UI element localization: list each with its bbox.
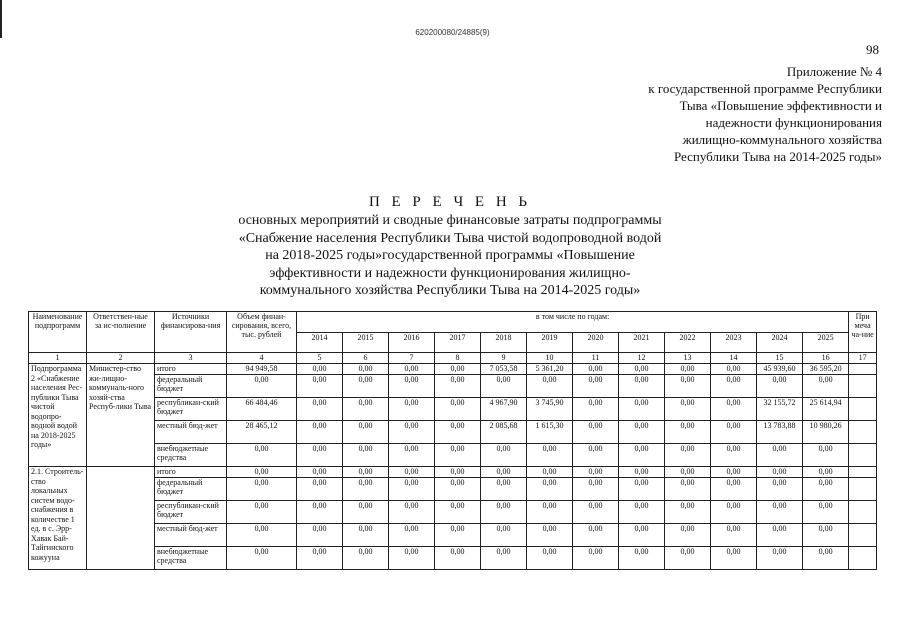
- year-value: 0,00: [803, 501, 849, 524]
- header-year: 2023: [711, 332, 757, 353]
- funding-source: местный бюд-жет: [155, 421, 227, 444]
- table-row: [29, 478, 877, 501]
- column-number: 6: [343, 353, 389, 364]
- year-value: 0,00: [389, 364, 435, 375]
- year-value: 0,00: [435, 547, 481, 570]
- header-year: 2021: [619, 332, 665, 353]
- table-row: [29, 501, 877, 524]
- header-volume: Объем финан-сирования, всего, тыс. рублей: [227, 312, 297, 353]
- header-year: 2022: [665, 332, 711, 353]
- year-value: 0,00: [435, 478, 481, 501]
- year-value: 0,00: [711, 375, 757, 398]
- year-value: 0,00: [573, 501, 619, 524]
- year-value: 0,00: [527, 501, 573, 524]
- year-value: 0,00: [803, 478, 849, 501]
- header-responsible: Ответствен-ные за ис-полнение: [87, 312, 155, 353]
- year-value: 0,00: [343, 547, 389, 570]
- year-value: 0,00: [343, 398, 389, 421]
- year-value: 1 615,30: [527, 421, 573, 444]
- year-value: 0,00: [619, 524, 665, 547]
- year-value: 7 053,58: [481, 364, 527, 375]
- year-value: 0,00: [481, 467, 527, 478]
- column-number: 9: [481, 353, 527, 364]
- year-value: 0,00: [665, 547, 711, 570]
- appendix-line: надежности функционирования: [705, 115, 882, 130]
- total-volume: 0,00: [227, 547, 297, 570]
- year-value: 0,00: [527, 444, 573, 467]
- column-number: 1: [29, 353, 87, 364]
- year-value: 0,00: [435, 398, 481, 421]
- year-value: 0,00: [665, 444, 711, 467]
- year-value: 0,00: [343, 467, 389, 478]
- year-value: 0,00: [803, 467, 849, 478]
- year-value: 0,00: [527, 478, 573, 501]
- year-value: 0,00: [803, 524, 849, 547]
- note-cell: [849, 467, 877, 478]
- header-year: 2016: [389, 332, 435, 353]
- year-value: 0,00: [711, 501, 757, 524]
- year-value: 0,00: [757, 444, 803, 467]
- note-cell: [849, 364, 877, 375]
- year-value: 0,00: [573, 547, 619, 570]
- year-value: 0,00: [435, 524, 481, 547]
- note-cell: [849, 375, 877, 398]
- header-name: Наименование подпрограмм: [29, 312, 87, 353]
- header-year: 2019: [527, 332, 573, 353]
- funding-source: итого: [155, 467, 227, 478]
- total-volume: 0,00: [227, 375, 297, 398]
- year-value: 45 939,60: [757, 364, 803, 375]
- year-value: 0,00: [343, 478, 389, 501]
- year-value: 5 361,20: [527, 364, 573, 375]
- year-value: 0,00: [527, 547, 573, 570]
- year-value: 0,00: [711, 547, 757, 570]
- year-value: 0,00: [435, 501, 481, 524]
- appendix-line: Приложение № 4: [786, 64, 882, 79]
- year-value: 0,00: [619, 444, 665, 467]
- year-value: 0,00: [573, 444, 619, 467]
- table-row: [29, 398, 877, 421]
- subprogram-name: 2.1. Строитель-ство локальных систем водо-снабжения в количестве 1 ед. в с. Эрр-Хавак Бай-Тайгинского кожууна: [29, 467, 87, 570]
- year-value: 0,00: [297, 421, 343, 444]
- subtitle-line: коммунального хозяйства Республики Тыва на 2014-2025 годы»: [259, 283, 641, 298]
- table-row: [29, 467, 877, 478]
- page-number: 98: [866, 42, 879, 57]
- year-value: 0,00: [711, 398, 757, 421]
- column-number: 7: [389, 353, 435, 364]
- note-cell: [849, 524, 877, 547]
- document-id: 620200080/24885(9): [415, 28, 490, 37]
- table-row: [29, 375, 877, 398]
- year-value: 0,00: [803, 375, 849, 398]
- year-value: 0,00: [757, 375, 803, 398]
- year-value: 0,00: [389, 421, 435, 444]
- header-year: 2024: [757, 332, 803, 353]
- funding-source: республикан-ский бюджет: [155, 501, 227, 524]
- year-value: 0,00: [665, 478, 711, 501]
- table-row: [29, 524, 877, 547]
- document-subtitle: [150, 212, 750, 300]
- year-value: 0,00: [343, 524, 389, 547]
- year-value: 0,00: [757, 478, 803, 501]
- year-value: 0,00: [527, 524, 573, 547]
- header-year: 2025: [803, 332, 849, 353]
- column-number: 14: [711, 353, 757, 364]
- header-year: 2015: [343, 332, 389, 353]
- year-value: 0,00: [665, 524, 711, 547]
- appendix-line: Тыва «Повышение эффективности и: [679, 98, 882, 113]
- year-value: 0,00: [665, 375, 711, 398]
- table-row: [29, 547, 877, 570]
- note-cell: [849, 478, 877, 501]
- title-block: [150, 192, 750, 300]
- year-value: 0,00: [297, 501, 343, 524]
- year-value: 0,00: [665, 501, 711, 524]
- year-value: 0,00: [573, 421, 619, 444]
- year-value: 0,00: [435, 364, 481, 375]
- year-value: 0,00: [619, 467, 665, 478]
- year-value: 0,00: [711, 421, 757, 444]
- year-value: 0,00: [297, 524, 343, 547]
- year-value: 0,00: [481, 444, 527, 467]
- column-number: 2: [87, 353, 155, 364]
- year-value: 0,00: [573, 467, 619, 478]
- document-title: П Е Р Е Ч Е Н Ь: [368, 194, 532, 210]
- year-value: 0,00: [711, 364, 757, 375]
- total-volume: 0,00: [227, 444, 297, 467]
- total-volume: 0,00: [227, 524, 297, 547]
- year-value: 3 745,90: [527, 398, 573, 421]
- responsible-executor: [87, 467, 155, 570]
- year-value: 0,00: [619, 398, 665, 421]
- year-value: 32 155,72: [757, 398, 803, 421]
- year-value: 0,00: [343, 501, 389, 524]
- subtitle-line: эффективности и надежности функционирования жилищно-: [269, 265, 631, 281]
- year-value: 0,00: [389, 501, 435, 524]
- year-value: 0,00: [665, 421, 711, 444]
- appendix-line: Республики Тыва на 2014-2025 годы»: [673, 149, 882, 164]
- year-value: 0,00: [573, 375, 619, 398]
- year-value: 0,00: [389, 547, 435, 570]
- year-value: 0,00: [297, 398, 343, 421]
- year-value: 0,00: [435, 421, 481, 444]
- year-value: 0,00: [389, 524, 435, 547]
- header-year: 2018: [481, 332, 527, 353]
- financing-table: [28, 311, 877, 570]
- year-value: 0,00: [343, 444, 389, 467]
- year-value: 0,00: [711, 524, 757, 547]
- year-value: 0,00: [435, 444, 481, 467]
- year-value: 2 085,68: [481, 421, 527, 444]
- appendix-line: жилищно-коммунального хозяйства: [682, 132, 882, 147]
- year-value: 0,00: [757, 467, 803, 478]
- year-value: 10 980,26: [803, 421, 849, 444]
- note-cell: [849, 421, 877, 444]
- year-value: 0,00: [297, 375, 343, 398]
- year-value: 0,00: [343, 375, 389, 398]
- year-value: 13 783,88: [757, 421, 803, 444]
- funding-source: внебюджетные средства: [155, 547, 227, 570]
- note-cell: [849, 444, 877, 467]
- year-value: 0,00: [481, 478, 527, 501]
- year-value: 0,00: [389, 444, 435, 467]
- year-value: 0,00: [619, 364, 665, 375]
- year-value: 0,00: [573, 398, 619, 421]
- subtitle-line: «Снабжение населения Республики Тыва чистой водопроводной водой: [238, 230, 662, 246]
- funding-source: федеральный бюджет: [155, 375, 227, 398]
- column-number: 8: [435, 353, 481, 364]
- total-volume: 28 465,12: [227, 421, 297, 444]
- year-value: 0,00: [343, 364, 389, 375]
- year-value: 0,00: [757, 501, 803, 524]
- year-value: 0,00: [435, 467, 481, 478]
- year-value: 0,00: [711, 467, 757, 478]
- subtitle-line: на 2018-2025 годы»государственной программы «Повышение: [265, 248, 635, 263]
- year-value: 0,00: [573, 524, 619, 547]
- year-value: 0,00: [297, 478, 343, 501]
- year-value: 0,00: [389, 398, 435, 421]
- year-value: 0,00: [757, 547, 803, 570]
- year-value: 0,00: [343, 421, 389, 444]
- year-value: 0,00: [573, 364, 619, 375]
- year-value: 0,00: [619, 547, 665, 570]
- year-value: 0,00: [665, 364, 711, 375]
- note-cell: [849, 501, 877, 524]
- header-year: 2014: [297, 332, 343, 353]
- year-value: 25 614,94: [803, 398, 849, 421]
- year-value: 0,00: [711, 444, 757, 467]
- header-sources: Источники финансирова-ния: [155, 312, 227, 353]
- column-number: 12: [619, 353, 665, 364]
- column-number: 16: [803, 353, 849, 364]
- total-volume: 0,00: [227, 478, 297, 501]
- year-value: 0,00: [389, 478, 435, 501]
- year-value: 0,00: [481, 547, 527, 570]
- table-row: [29, 364, 877, 375]
- table-row: [29, 421, 877, 444]
- total-volume: 0,00: [227, 467, 297, 478]
- year-value: 0,00: [481, 501, 527, 524]
- responsible-executor: Министер-ство жи-лищно-коммуналь-ного хозяй-ства Респуб-лики Тыва: [87, 364, 155, 467]
- year-value: 0,00: [803, 444, 849, 467]
- total-volume: 0,00: [227, 501, 297, 524]
- column-number: 17: [849, 353, 877, 364]
- funding-source: федеральный бюджет: [155, 478, 227, 501]
- total-volume: 66 484,46: [227, 398, 297, 421]
- year-value: 0,00: [619, 375, 665, 398]
- column-number: 10: [527, 353, 573, 364]
- year-value: 36 595,20: [803, 364, 849, 375]
- year-value: 0,00: [803, 547, 849, 570]
- year-value: 0,00: [527, 467, 573, 478]
- year-value: 0,00: [389, 467, 435, 478]
- funding-source: местный бюд-жет: [155, 524, 227, 547]
- note-cell: [849, 398, 877, 421]
- total-volume: 94 949,58: [227, 364, 297, 375]
- year-value: 0,00: [619, 478, 665, 501]
- year-value: 0,00: [435, 375, 481, 398]
- year-value: 0,00: [297, 444, 343, 467]
- year-value: 0,00: [619, 501, 665, 524]
- note-cell: [849, 547, 877, 570]
- year-value: 0,00: [481, 524, 527, 547]
- header-year: 2017: [435, 332, 481, 353]
- year-value: 0,00: [619, 421, 665, 444]
- year-value: 0,00: [297, 467, 343, 478]
- year-value: 0,00: [297, 547, 343, 570]
- funding-source: республикан-ский бюджет: [155, 398, 227, 421]
- column-number: 11: [573, 353, 619, 364]
- column-number: 15: [757, 353, 803, 364]
- column-number: 4: [227, 353, 297, 364]
- column-number: 13: [665, 353, 711, 364]
- column-number: 5: [297, 353, 343, 364]
- year-value: 0,00: [527, 375, 573, 398]
- year-value: 0,00: [757, 524, 803, 547]
- year-value: 0,00: [297, 364, 343, 375]
- funding-source: внебюджетные средства: [155, 444, 227, 467]
- year-value: 0,00: [481, 375, 527, 398]
- year-value: 0,00: [711, 478, 757, 501]
- header-note: При меча ча-ние: [849, 312, 877, 353]
- funding-source: итого: [155, 364, 227, 375]
- subtitle-line: основных мероприятий и сводные финансовые затраты подпрограммы: [238, 213, 662, 228]
- header-by-years: в том числе по годам:: [297, 312, 849, 333]
- year-value: 0,00: [665, 398, 711, 421]
- appendix-header: [560, 63, 882, 165]
- year-value: 0,00: [573, 478, 619, 501]
- subprogram-name: Подпрограмма 2 «Снабжение населения Рес-публики Тыва чистой водопро-водной водой на 2018-2025 годы»: [29, 364, 87, 467]
- header-year: 2020: [573, 332, 619, 353]
- year-value: 0,00: [389, 375, 435, 398]
- column-number: 3: [155, 353, 227, 364]
- table-row: [29, 444, 877, 467]
- year-value: 0,00: [665, 467, 711, 478]
- appendix-line: к государственной программе Республики: [648, 81, 882, 96]
- year-value: 4 967,90: [481, 398, 527, 421]
